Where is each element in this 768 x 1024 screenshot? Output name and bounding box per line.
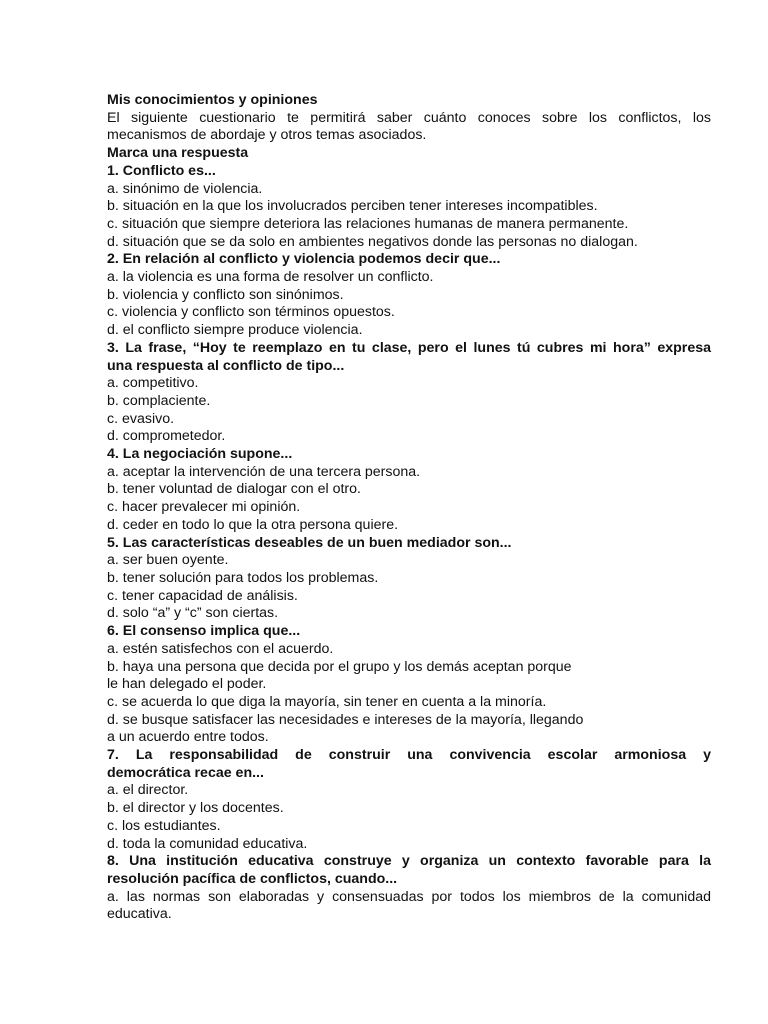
question-4: 4. La negociación supone... [107,446,293,463]
option-7b: b. el director y los docentes. [107,800,284,817]
instruction-heading: Marca una respuesta [107,145,249,162]
option-5c: c. tener capacidad de análisis. [107,587,298,604]
question-3-cont: una respuesta al conflicto de tipo... [107,357,345,374]
option-3b: b. complaciente. [107,392,211,409]
question-8-cont: resolución pacífica de conflictos, cuando... [107,870,398,887]
option-6c: c. se acuerda lo que diga la mayoría, sin tener en cuenta a la minoría. [107,693,547,710]
option-1c: c. situación que siempre deteriora las relaciones humanas de manera permanente. [107,215,629,232]
question-8: 8. Una institución educativa construye y organiza un contexto favorable para la [107,853,711,870]
option-3c: c. evasivo. [107,410,175,427]
option-7c: c. los estudiantes. [107,817,221,834]
question-7: 7. La responsabilidad de construir una convivencia escolar armoniosa y [107,747,711,764]
option-5d: d. solo “a” y “c” son ciertas. [107,605,279,622]
option-2d: d. el conflicto siempre produce violencia. [107,322,363,339]
option-4d: d. ceder en todo lo que la otra persona quiere. [107,516,399,533]
intro-text: El siguiente cuestionario te permitirá saber cuánto conoces sobre los conflictos, los [107,109,711,126]
intro-text: mecanismos de abordaje y otros temas asociados. [107,127,427,144]
option-4a: a. aceptar la intervención de una tercera persona. [107,463,421,480]
option-3d: d. comprometedor. [107,428,226,445]
page-title: Mis conocimientos y opiniones [107,92,318,108]
option-6a: a. estén satisfechos con el acuerdo. [107,640,334,657]
question-5: 5. Las características deseables de un buen mediador son... [107,534,512,551]
option-5a: a. ser buen oyente. [107,552,229,569]
question-6: 6. El consenso implica que... [107,623,301,640]
option-6b-cont: le han delegado el poder. [107,676,267,693]
option-3a: a. competitivo. [107,375,199,392]
option-2a: a. la violencia es una forma de resolver un conflicto. [107,269,434,286]
questionnaire-page [107,92,711,924]
option-1d: d. situación que se da solo en ambientes negativos donde las personas no dialogan. [107,233,638,250]
option-4c: c. hacer prevalecer mi opinión. [107,499,301,516]
question-7-cont: democrática recae en... [107,764,264,781]
option-6d: d. se busque satisfacer las necesidades e intereses de la mayoría, llegando [107,711,584,728]
option-7a: a. el director. [107,782,189,799]
question-3: 3. La frase, “Hoy te reemplazo en tu clase, pero el lunes tú cubres mi hora” expresa [107,339,711,356]
option-1b: b. situación en la que los involucrados perciben tener intereses incompatibles. [107,198,598,215]
option-2b: b. violencia y conflicto son sinónimos. [107,286,344,303]
option-1a: a. sinónimo de violencia. [107,180,263,197]
option-5b: b. tener solución para todos los problemas. [107,569,379,586]
question-1: 1. Conflicto es... [107,162,216,179]
question-2: 2. En relación al conflicto y violencia podemos decir que... [107,251,501,268]
option-4b: b. tener voluntad de dialogar con el otro. [107,481,361,498]
option-7d: d. toda la comunidad educativa. [107,835,308,852]
option-6b: b. haya una persona que decida por el grupo y los demás aceptan porque [107,658,572,675]
option-8a: a. las normas son elaboradas y consensuadas por todos los miembros de la comunidad educativa. [107,888,711,923]
option-6d-cont: a un acuerdo entre todos. [107,729,269,746]
option-2c: c. violencia y conflicto son términos opuestos. [107,304,395,321]
